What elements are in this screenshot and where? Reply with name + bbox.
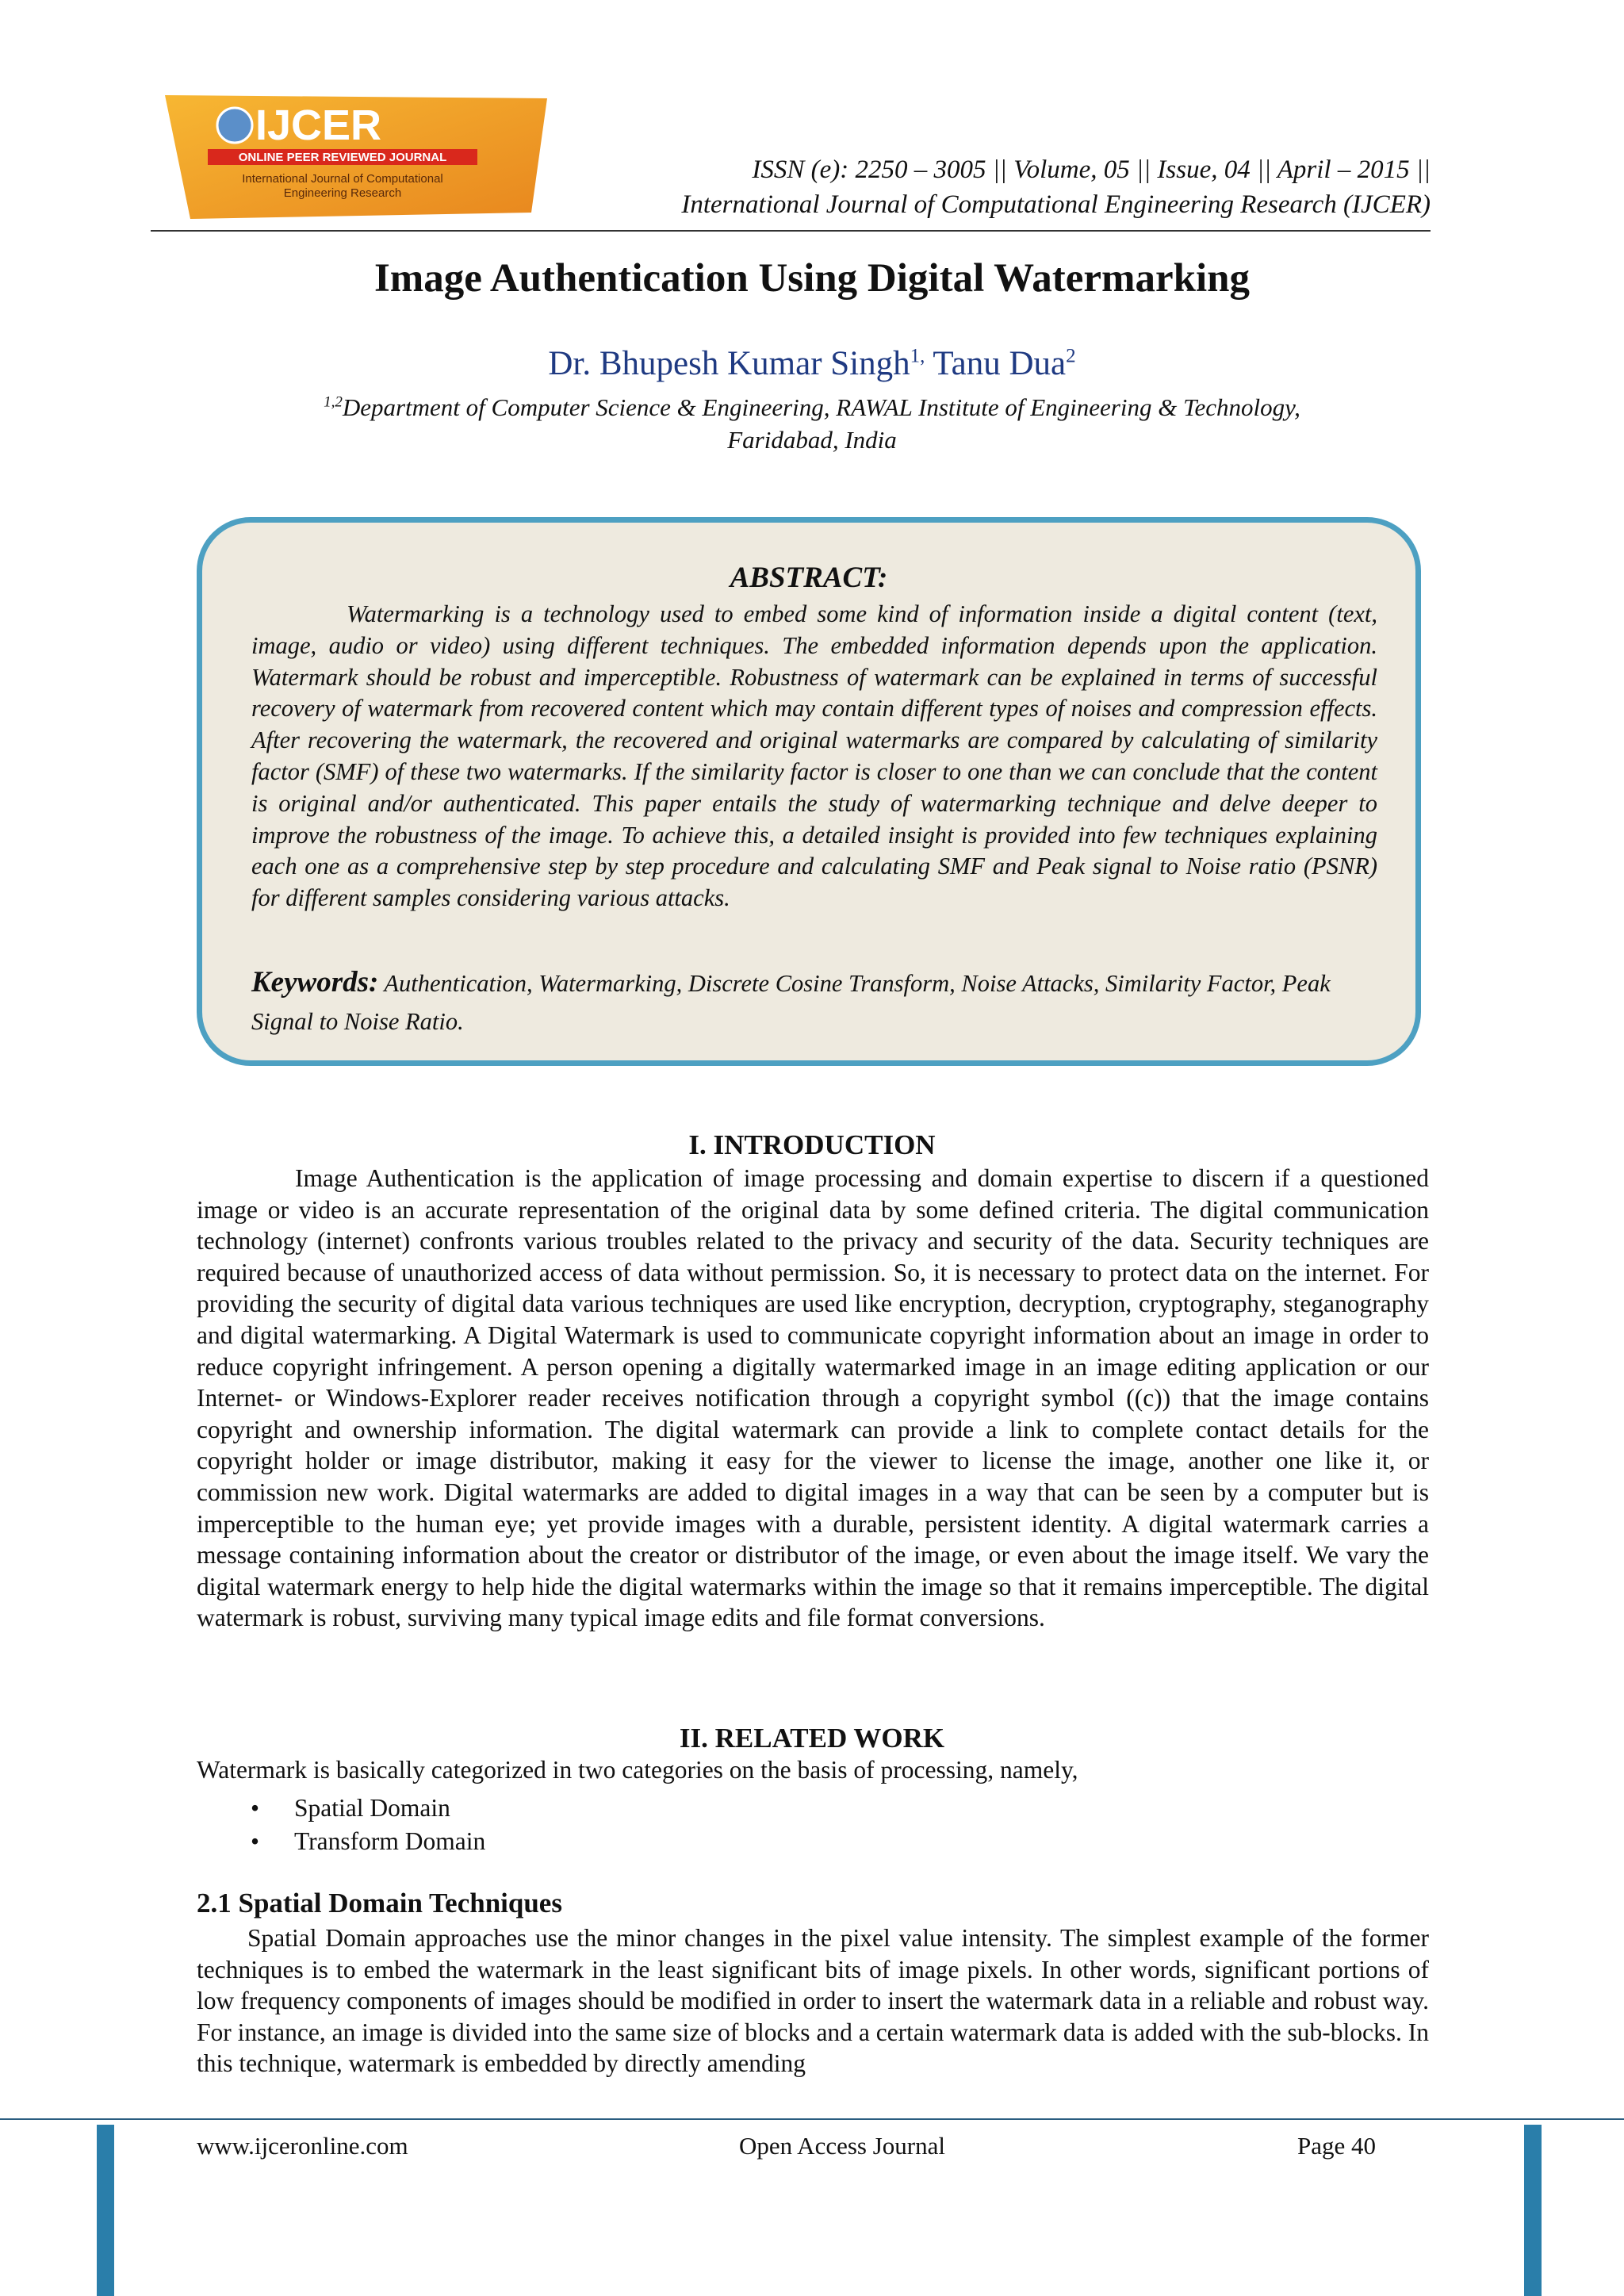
related-intro: Watermark is basically categorized in two categories on the basis of processing, namely,	[197, 1756, 1078, 1784]
logo-tagline: ONLINE PEER REVIEWED JOURNAL	[238, 151, 447, 164]
bullet-icon: •	[251, 1827, 260, 1855]
keywords-text: Authentication, Watermarking, Discrete Cosine Transform, Noise Attacks, Similarity Factor, Peak Signal to Noise Ratio.	[251, 970, 1331, 1035]
header-rule	[151, 230, 1431, 232]
author-2: Tanu Dua	[925, 345, 1067, 382]
bullet-icon: •	[251, 1794, 260, 1822]
paper-title: Image Authentication Using Digital Watermarking	[373, 256, 1251, 301]
footer-rule	[0, 2118, 1624, 2120]
footer-page: Page 40	[1297, 2132, 1377, 2160]
spatial-paragraph: Spatial Domain approaches use the minor changes in the pixel value intensity. The simplest example of the former techniques is to embed the watermark in the least significant bits of image pixels. In other words, significant portions of low frequency components of images should be modified in order to insert the watermark data in a reliable and robust way. For instance, an image is divided into the same size of blocks and a certain watermark data is added with the sub-blocks. In this technique, watermark is embedded by directly amending	[197, 1924, 1429, 2078]
author-2-sup: 2	[1066, 345, 1076, 367]
list-item-label: Spatial Domain	[294, 1794, 450, 1822]
footer-bar-left	[97, 2125, 114, 2296]
related-heading: II. RELATED WORK	[679, 1723, 945, 1754]
intro-paragraph: Image Authentication is the application of image processing and domain expertise to discern if a questioned image or video is an accurate representation of the original data by some defined criteria. The digital communication technology (internet) confronts various troubles related to the privacy and security of the data. Security techniques are required because of unauthorized access of data without permission. So, it is necessary to protect data on the internet. For providing the security of digital data various techniques are used like encryption, decryption, cryptography, steganography and digital watermarking. A Digital Watermark is used to communicate copyright information about an image in order to reduce copyright infringement. A person opening a digitally watermarked image in an image editing application or our Internet- or Windows-Explorer reader receives notification through a copyright symbol ((c)) that the image contains copyright and ownership information. The digital watermark can provide a link to complete contact details for the copyright holder or image distributor, making it easy for the viewer to license the image, another one like it, or commission new work. Digital watermarks are added to digital images in a way that can be seen by a computer but is imperceptible to the human eye; yet provide images with a durable, persistent identity. A digital watermark carries a message containing information about the creator or distributor of the image, or even about the image itself. We vary the digital watermark energy to help hide the digital watermarks within the image so that it remains imperceptible. The digital watermark is robust, surviving many typical image edits and file format conversions.	[197, 1164, 1429, 1632]
affiliation-text-1: Department of Computer Science & Engineering, RAWAL Institute of Engineering & Technology,	[342, 393, 1300, 421]
abstract-text: Watermarking is a technology used to embed some kind of information inside a digital content (text, image, audio or video) using different techniques. The embedded information depends upon the application. Watermark should be robust and imperceptible. Robustness of watermark can be explained in terms of successful recovery of watermark from recovered content which may contain different types of noises and compression effects. After recovering the watermark, the recovered and original watermarks are compared by calculating of similarity factor (SMF) of these two watermarks. If the similarity factor is closer to one than we can conclude that the content is original and/or authenticated. This paper entails the study of watermarking technique and delve deeper to improve the robustness of the image. To achieve this, a detailed insight is provided into few techniques explaining each one as a comprehensive step by step procedure and calculating SMF and Peak signal to Noise ratio (PSNR) for different samples considering various attacks.	[251, 600, 1377, 912]
logo-name: IJCER	[255, 102, 382, 149]
issn-line: ISSN (e): 2250 – 3005 || Volume, 05 || Issue, 04 || April – 2015 ||	[752, 155, 1431, 184]
journal-line: International Journal of Computational Engineering Research (IJCER)	[681, 190, 1431, 219]
footer-bar-right	[1524, 2125, 1542, 2296]
intro-heading: I. INTRODUCTION	[688, 1129, 936, 1160]
list-item	[251, 1827, 485, 1856]
ijcer-logo	[159, 94, 553, 220]
logo-subtitle-2: Engineering Research	[283, 186, 402, 200]
list-item	[251, 1794, 450, 1823]
authors	[0, 344, 1624, 383]
abstract-box	[197, 517, 1421, 1066]
author-1: Dr. Bhupesh Kumar Singh	[548, 345, 910, 382]
affiliation-line-1	[0, 393, 1624, 422]
affiliation-sup: 1,2	[324, 393, 343, 411]
abstract-heading: ABSTRACT:	[730, 562, 888, 594]
spatial-heading: 2.1 Spatial Domain Techniques	[197, 1888, 562, 1918]
keywords-label: Keywords:	[251, 966, 379, 999]
author-1-sup: 1,	[910, 345, 925, 367]
affiliation-line-2: Faridabad, India	[727, 426, 897, 454]
logo-subtitle-1: International Journal of Computational	[242, 172, 443, 186]
list-item-label: Transform Domain	[294, 1827, 486, 1855]
footer-website: www.ijceronline.com	[197, 2132, 408, 2160]
footer-center: Open Access Journal	[739, 2132, 945, 2160]
keywords	[251, 964, 1377, 1041]
